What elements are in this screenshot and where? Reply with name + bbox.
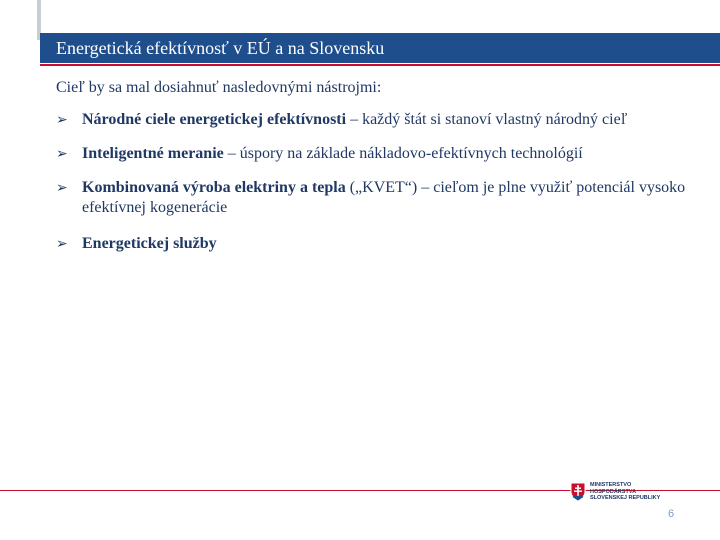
- title-bar: [40, 33, 720, 63]
- bullet-rest-text: – každý štát si stanoví vlastný národný cieľ: [346, 111, 628, 128]
- bullet-rest-text: („KVET“) – cieľom je plne využiť potenciál vysoko efektívnej kogenerácie: [82, 179, 686, 216]
- ministry-logo: [570, 482, 690, 504]
- slide-title: Energetická efektívnosť v EÚ a na Slovensku: [56, 38, 385, 58]
- slovak-coat-of-arms-icon: [570, 482, 586, 502]
- logo-line-3: SLOVENSKEJ REPUBLIKY: [590, 495, 661, 501]
- title-underline: [40, 64, 720, 66]
- bullet-bold-text: Kombinovaná výroba elektriny a tepla: [82, 179, 346, 196]
- arrow-bullet-icon: ➢: [56, 180, 68, 196]
- bullet-text: [82, 110, 702, 130]
- bullet-text: [82, 178, 702, 218]
- logo-line-2: HOSPODÁRSTVA: [590, 488, 637, 495]
- arrow-bullet-icon: ➢: [56, 236, 68, 252]
- bullet-text: [82, 234, 702, 254]
- bullet-rest-text: – úspory na základe nákladovo-efektívnych technológií: [223, 145, 583, 162]
- bullet-bold-text: Národné ciele energetickej efektívnosti: [82, 111, 347, 128]
- bullet-bold-text: Energetickej služby: [82, 235, 217, 252]
- arrow-bullet-icon: ➢: [56, 112, 68, 128]
- bullet-text: [82, 144, 702, 164]
- logo-line-1: MINISTERSTVO: [590, 482, 632, 488]
- logo-text: [590, 482, 660, 502]
- bullet-bold-text: Inteligentné meranie: [82, 145, 224, 162]
- intro-text: Cieľ by sa mal dosiahnuť nasledovnými nástrojmi:: [56, 79, 382, 96]
- arrow-bullet-icon: ➢: [56, 146, 68, 162]
- page-number: 6: [668, 508, 675, 520]
